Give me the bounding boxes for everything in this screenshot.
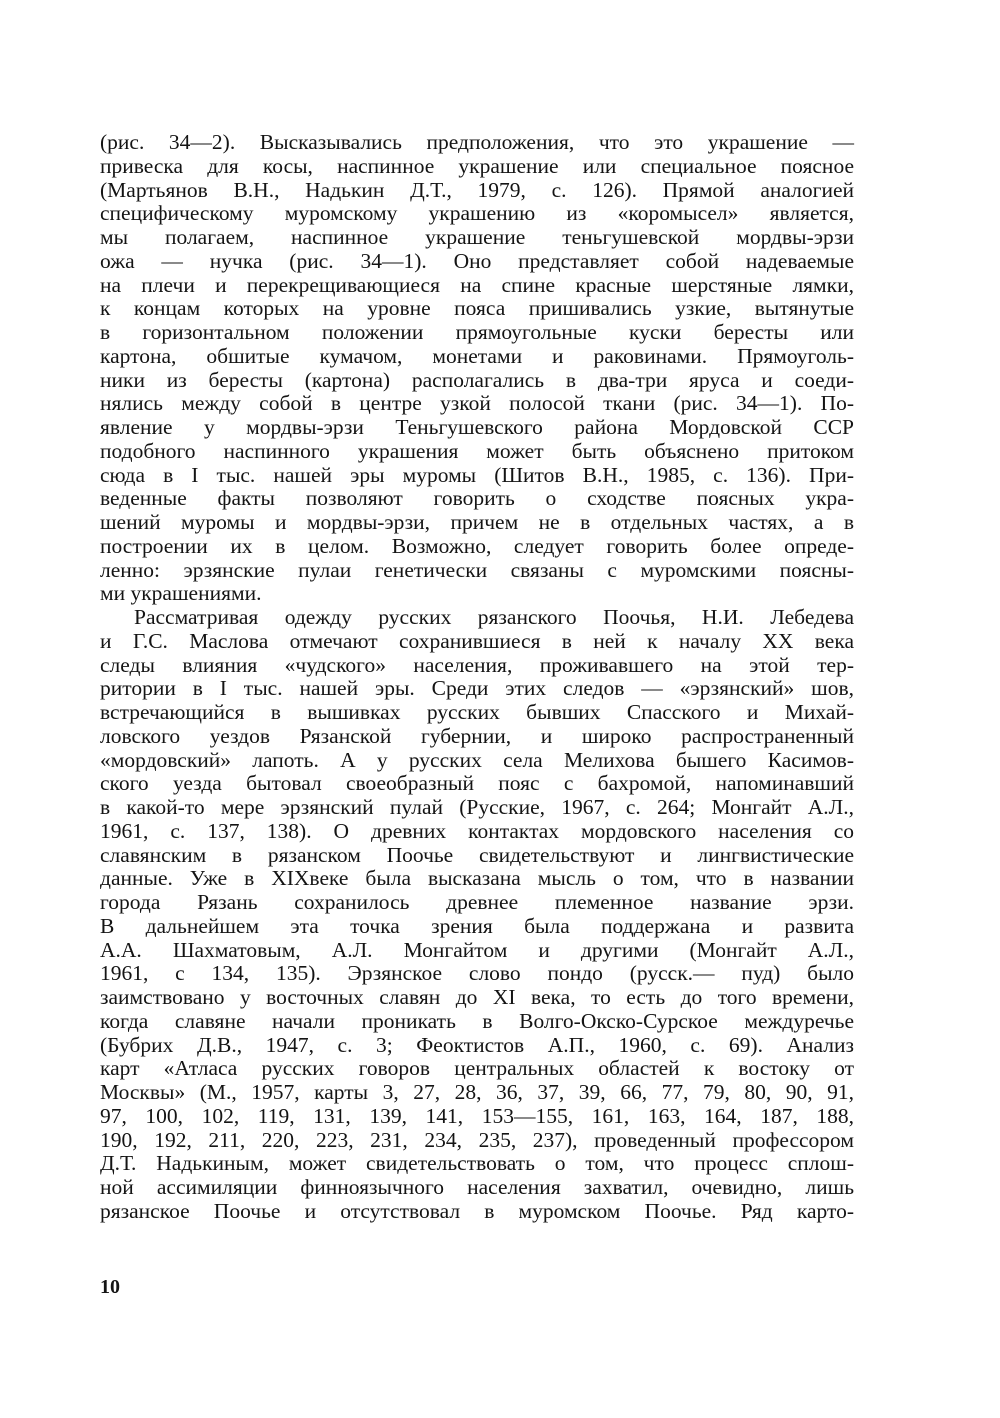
paragraph-2 [100, 606, 854, 1224]
text-line: 97, 100, 102, 119, 131, 139, 141, 153—155, 161, 163, 164, 187, 188, [100, 1103, 854, 1128]
text-line: картона, обшитые кумачом, монетами и раковинами. Прямоуголь- [100, 343, 854, 368]
text-line: подобного наспинного украшения может быть объяснено притоком [100, 438, 854, 463]
text-column [100, 131, 854, 1224]
page-number: 10 [100, 1276, 120, 1298]
text-line: В дальнейшем эта точка зрения была поддержана и развита [100, 913, 854, 938]
text-line: рязанское Поочье и отсутствовал в муромском Поочье. Ряд карто- [100, 1198, 854, 1223]
text-line: ники из бересты (картона) располагались в два-три яруса и соеди- [100, 367, 854, 392]
paragraph-1 [100, 131, 854, 606]
text-line: к концам которых на уровне пояса пришивались узкие, вытянутые [100, 296, 854, 321]
text-line: построении их в целом. Возможно, следует говорить более опреде- [100, 533, 854, 558]
text-line: «мордовский» лапоть. А у русских села Мелихова бышего Касимов- [100, 747, 854, 772]
text-line: явление у мордвы-эрзи Теньгушевского района Мордовской ССР [100, 415, 854, 439]
text-line: шений муромы и мордвы-эрзи, причем не в отдельных частях, а в [100, 510, 854, 534]
text-line: ленно: эрзянские пулаи генетически связаны с муромскими поясны- [100, 557, 854, 582]
text-line: Д.Т. Надькиным, может свидетельствовать о том, что процесс сплош- [100, 1151, 854, 1176]
text-line: 190, 192, 211, 220, 223, 231, 234, 235, 237), проведенный профессором [100, 1127, 854, 1152]
text-line: данные. Уже в XIXвеке была высказана мысль о том, что в названии [100, 866, 854, 891]
text-line: (Бубрих Д.В., 1947, с. 3; Феоктистов А.П., 1960, с. 69). Анализ [100, 1032, 854, 1057]
text-line: в горизонтальном положении прямоугольные куски бересты или [100, 320, 854, 344]
text-line: (Мартьянов В.Н., Надькин Д.Т., 1979, с. 126). Прямой аналогией [100, 177, 854, 202]
text-line: ского уезда бытовал своеобразный пояс с бахромой, напоминавший [100, 771, 854, 796]
text-line: ритории в I тыс. нашей эры. Среди этих следов — «эрзянский» шов, [100, 676, 854, 701]
text-line: 1961, с 134, 135). Эрзянское слово пондо (русск.— пуд) было [100, 961, 854, 986]
text-line: Рассматривая одежду русских рязанского Поочья, Н.И. Лебедева [134, 605, 854, 629]
text-line: в какой-то мере эрзянский пулай (Русские, 1967, с. 264; Монгайт А.Л., [100, 795, 854, 819]
text-line: ми украшениями. [100, 581, 262, 606]
text-line: славянским в рязанском Поочье свидетельствуют и лингвистические [100, 842, 854, 867]
text-line: и Г.С. Маслова отмечают сохранившиеся в ней к началу XX века [100, 628, 854, 653]
text-line: города Рязань сохранилось древнее племенное название эрзи. [100, 890, 854, 914]
text-line: (рис. 34—2). Высказывались предположения, что это украшение — [100, 130, 854, 154]
text-line: следы влияния «чудского» населения, проживавшего на этой тер- [100, 652, 854, 677]
text-line: 1961, с. 137, 138). О древних контактах мордовского населения со [100, 818, 854, 843]
text-line: А.А. Шахматовым, А.Л. Монгайтом и другими (Монгайт А.Л., [100, 937, 854, 962]
text-line: ловского уездов Рязанской губернии, и широко распространенный [100, 723, 854, 748]
text-line: ожа — нучка (рис. 34—1). Оно представляет собой надеваемые [100, 248, 854, 273]
text-line: когда славяне начали проникать в Волго-Окско-Сурское междуречье [100, 1008, 854, 1033]
text-line: привеска для косы, наспинное украшение или специальное поясное [100, 153, 854, 178]
text-line: заимствовано у восточных славян до XI века, то есть до того времени, [100, 985, 854, 1009]
text-line: на плечи и перекрещивающиеся на спине красные шерстяные лямки, [100, 272, 854, 297]
text-line: карт «Атласа русских говоров центральных областей к востоку от [100, 1056, 854, 1081]
text-line: специфическому муромскому украшению из «коромысел» является, [100, 201, 854, 226]
text-line: встречающийся в вышивках русских бывших Спасского и Михай- [100, 700, 854, 724]
text-line: веденные факты позволяют говорить о сходстве поясных укра- [100, 486, 854, 511]
text-line: сюда в I тыс. нашей эры муромы (Шитов В.Н., 1985, с. 136). При- [100, 462, 854, 487]
text-line: Москвы» (М., 1957, карты 3, 27, 28, 36, 37, 39, 66, 77, 79, 80, 90, 91, [100, 1080, 854, 1104]
text-line: мы полагаем, наспинное украшение теньгушевской мордвы-эрзи [100, 225, 854, 249]
text-line: ной ассимиляции финноязычного населения захватил, очевидно, лишь [100, 1175, 854, 1199]
text-line: нялись между собой в центре узкой полосой ткани (рис. 34—1). По- [100, 391, 854, 416]
